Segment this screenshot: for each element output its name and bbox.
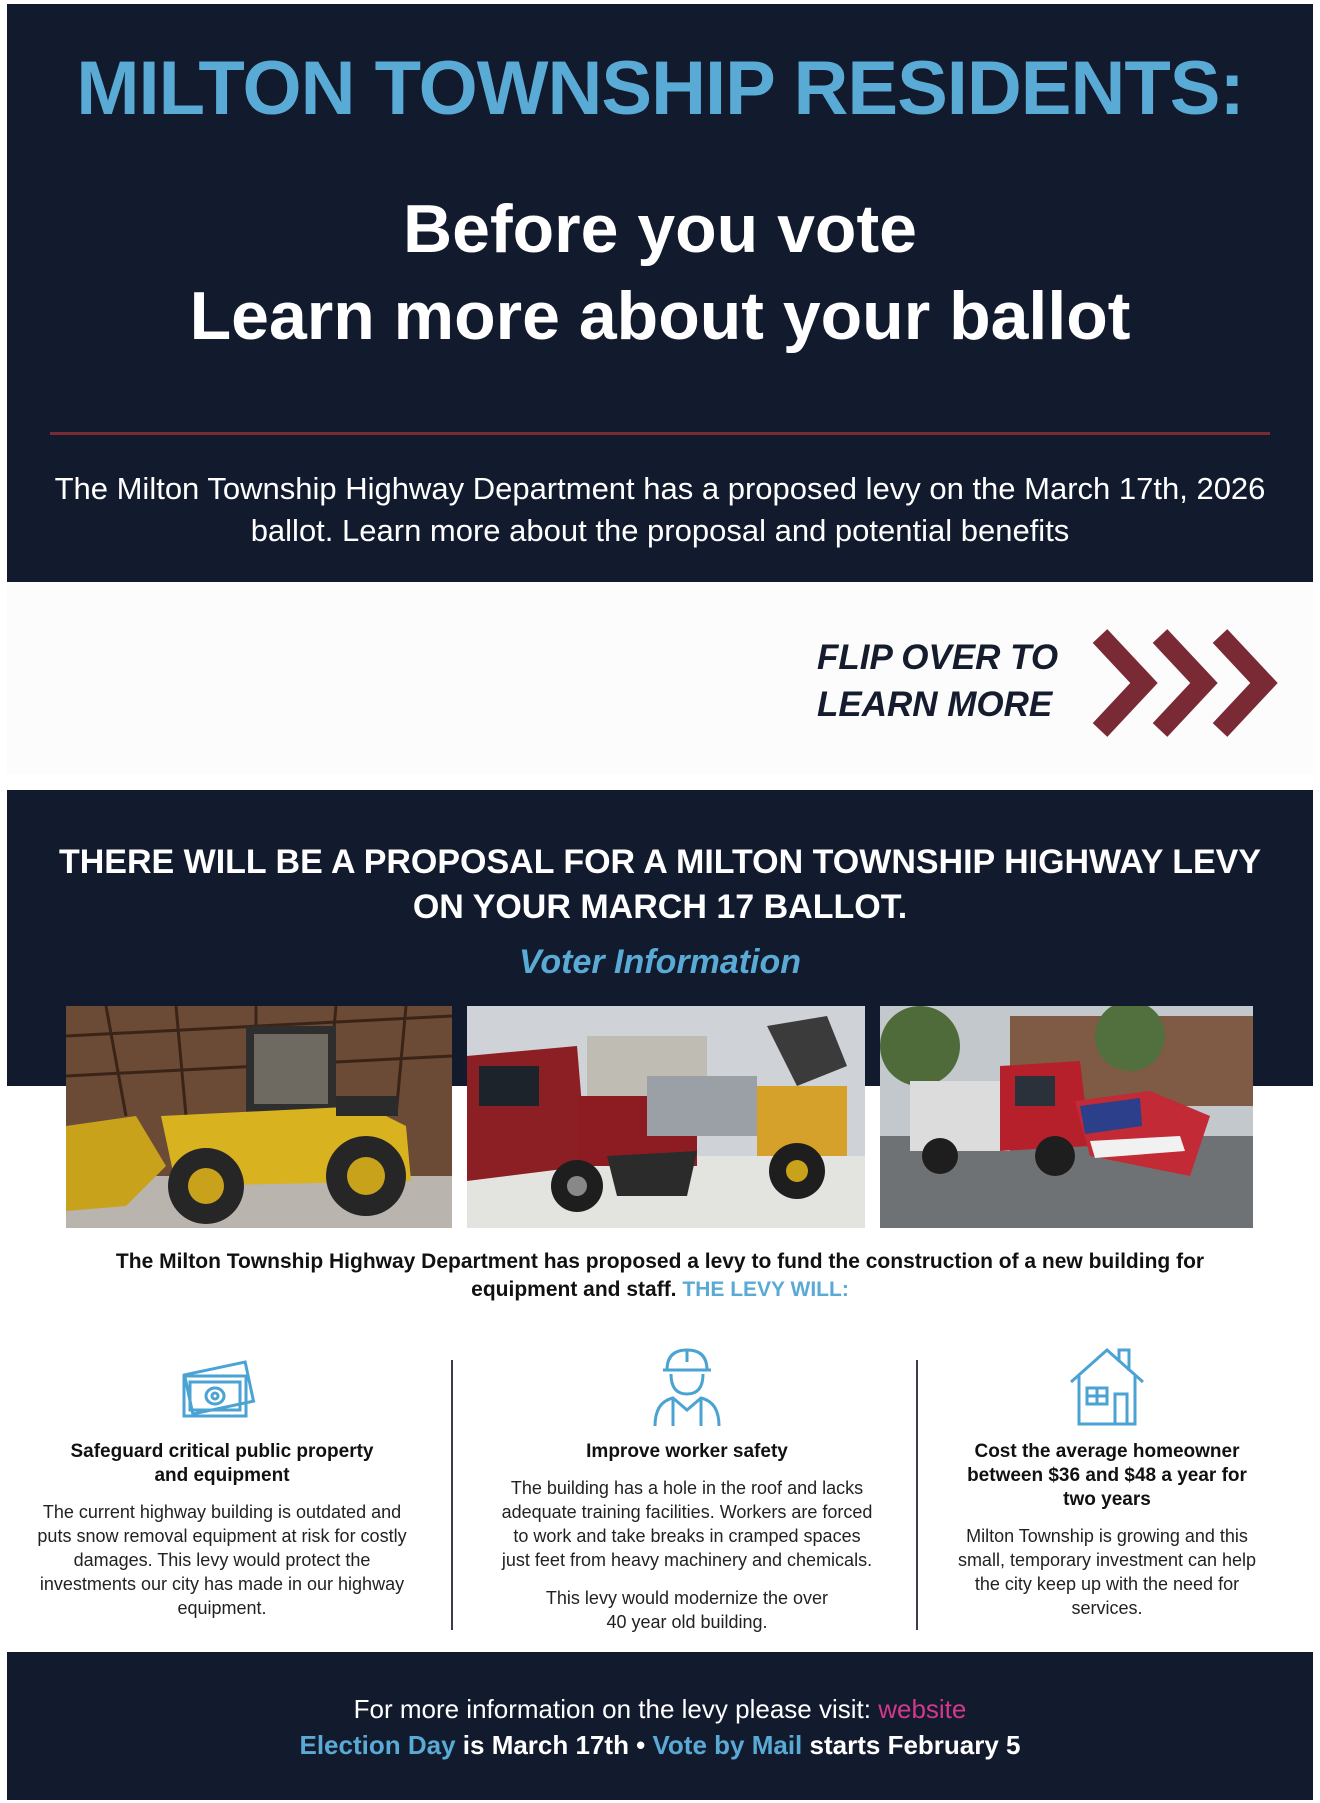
photo-parade-truck: [880, 1006, 1253, 1228]
divider-rule: [50, 432, 1270, 435]
photo-front-loader: [66, 1006, 452, 1228]
footer-dates-line: [7, 1728, 1313, 1762]
footer-info-prefix: For more information on the levy please visit:: [353, 1694, 871, 1724]
benefit-body-cost: Milton Township is growing and this small, temporary investment can help the city keep up with the need for services.: [957, 1526, 1257, 1618]
footer-info-line: [7, 1692, 1313, 1726]
subhead-line-1: Before you vote: [403, 191, 917, 267]
benefit-title-safety: Improve worker safety: [586, 1441, 788, 1462]
benefit-column-property: [7, 1338, 437, 1620]
footer-banner: [7, 1652, 1313, 1800]
vote-by-mail-label: Vote by Mail: [652, 1730, 803, 1760]
subhead-line-2: Learn more about your ballot: [189, 278, 1131, 354]
benefit-body-safety: The building has a hole in the roof and lacks adequate training facilities. Workers are forced to work and take breaks in cramped spaces just feet from heavy machinery and chemicals.: [501, 1478, 873, 1570]
benefit-title-property: Safeguard critical public property and equipment: [70, 1441, 374, 1486]
worker-hardhat-icon: [641, 1338, 733, 1430]
front-panel: [7, 4, 1313, 774]
column-divider-1: [451, 1360, 453, 1630]
back-panel: [7, 790, 1313, 1800]
photo-plow-trucks: [467, 1006, 865, 1228]
benefit-column-safety: [467, 1338, 907, 1634]
benefit-body-safety-2: This levy would modernize the over 40 year old building.: [545, 1588, 829, 1632]
vote-by-mail-text: starts February 5: [809, 1730, 1021, 1760]
election-day-label: Election Day: [299, 1730, 456, 1760]
lead-paragraph: [87, 1248, 1233, 1304]
election-day-text: is March 17th •: [462, 1730, 646, 1760]
flip-line-1: FLIP OVER TO: [817, 638, 1059, 677]
headline: MILTON TOWNSHIP RESIDENTS:: [76, 46, 1244, 131]
back-headline: THERE WILL BE A PROPOSAL FOR A MILTON TOWNSHIP HIGHWAY LEVY ON YOUR MARCH 17 BALLOT.: [58, 843, 1262, 926]
intro-text: The Milton Township Highway Department has a proposed levy on the March 17th, 2026 ballot. Learn more about the proposal and potential benefits: [54, 471, 1266, 548]
house-icon: [1061, 1338, 1153, 1430]
lead-text: The Milton Township Highway Department has proposed a levy to fund the construction of a new building for equipment and staff.: [115, 1250, 1205, 1301]
lead-accent: THE LEVY WILL:: [682, 1278, 849, 1301]
benefit-title-cost: Cost the average homeowner between $36 and $48 a year for two years: [967, 1441, 1247, 1510]
front-header-block: [7, 4, 1313, 582]
flip-over-callout: [817, 634, 1077, 728]
benefit-column-cost: [897, 1338, 1317, 1620]
triple-chevron-right-icon: [1092, 628, 1282, 738]
voter-information-title: Voter Information: [518, 943, 802, 981]
benefit-body-property: The current highway building is outdated and puts snow removal equipment at risk for costly damages. This levy would protect the investments our city has made in our highway equipment.: [37, 1502, 407, 1618]
website-link[interactable]: website: [878, 1694, 967, 1724]
money-icon: [176, 1338, 268, 1430]
flip-line-2: LEARN MORE: [817, 685, 1053, 724]
